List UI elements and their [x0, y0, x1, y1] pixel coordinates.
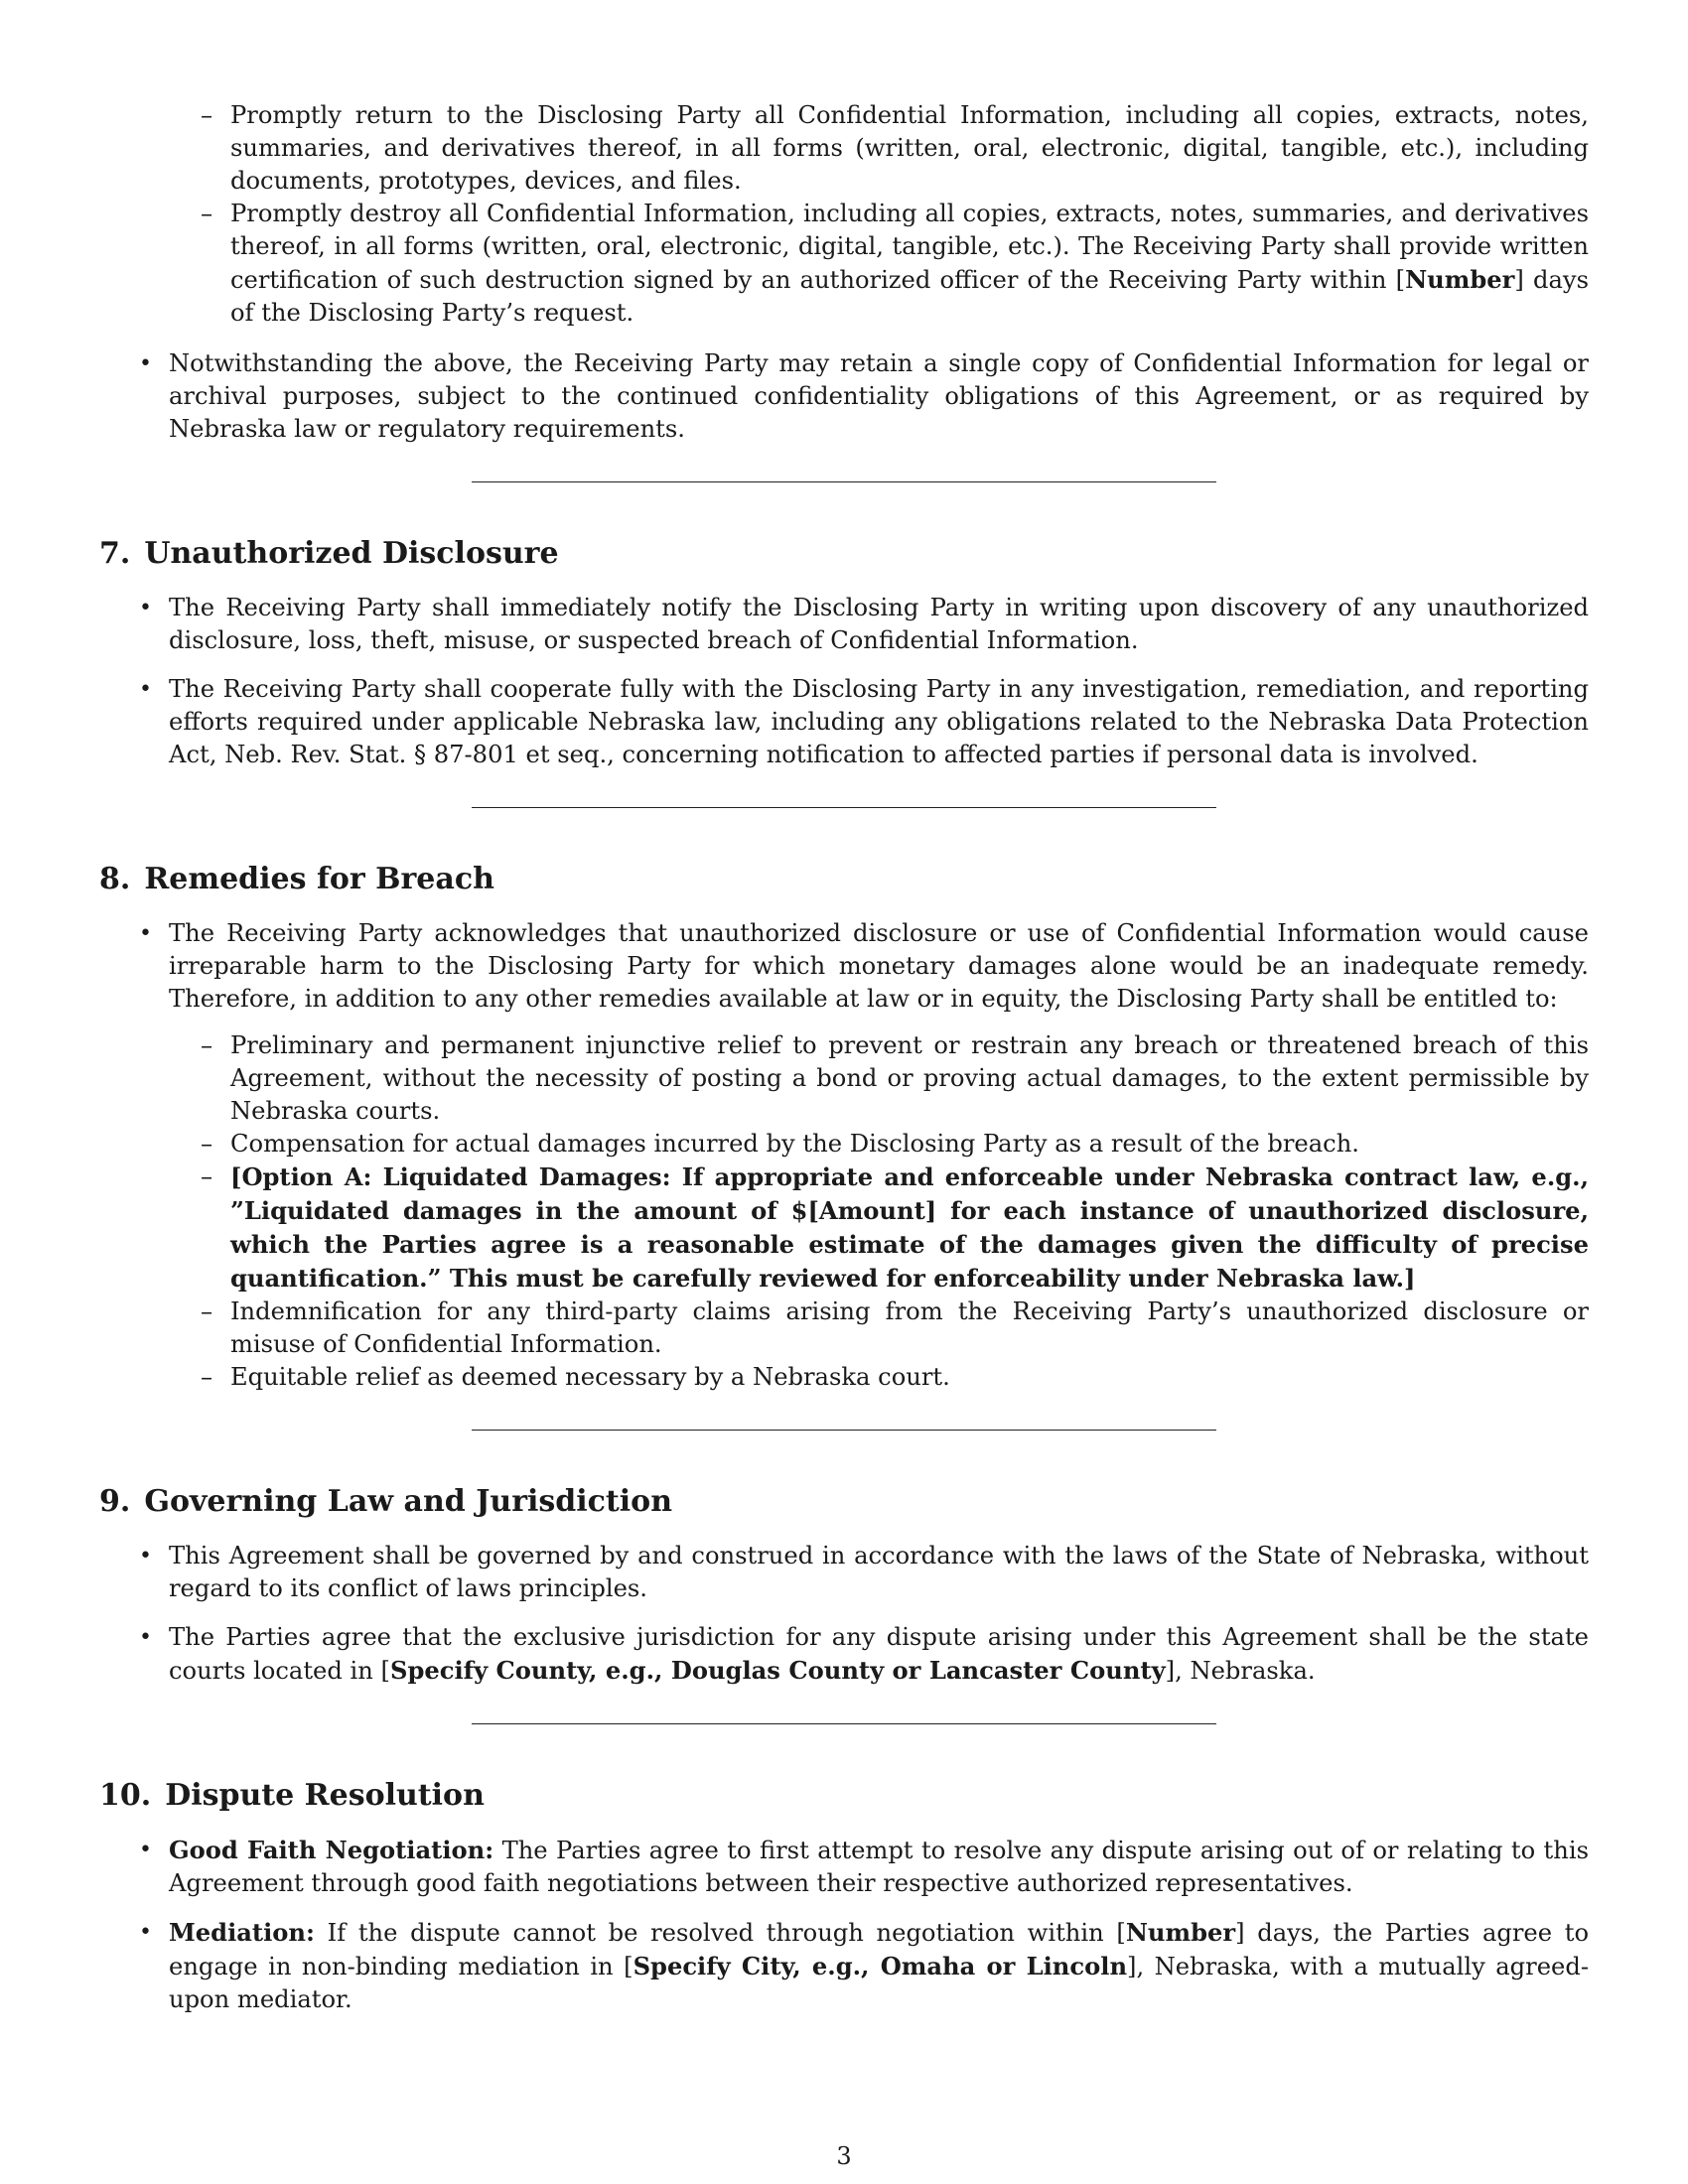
list-item-liquidated-damages: – [Option A: Liquidated Damages: If appropriate and enforceable under Nebraska contract law, e.g., ”Liquidated damages in the amount of $[Amount] for each instance of unauthorized disclosure, which the Parties agree is a reasonable estimate of the damages given the difficulty of precise quantification.” This must be carefully reviewed for enforceability under Nebraska law.] [230, 1160, 1589, 1296]
section-heading-8: 8. Remedies for Breach [99, 862, 494, 896]
list-item-destroy: – Promptly destroy all Confidential Information, including all copies, extracts, notes, summaries, and derivatives thereof, in all forms (written, oral, electronic, digital, tangible, etc.). The Receiving Party shall provide written certification of such destruction signed by an authorized officer of the Receiving Party within [Number] days of the Disclosing Party’s request. [230, 198, 1589, 330]
list-item: • This Agreement shall be governed by and construed in accordance with the laws of the State of Nebraska, without regard to its conflict of laws principles. [169, 1540, 1589, 1605]
placeholder-city: Specify City, e.g., Omaha or Lincoln [633, 1952, 1128, 1980]
section-heading-9: 9. Governing Law and Jurisdiction [99, 1484, 673, 1519]
page-number: 3 [836, 2142, 852, 2170]
section-10-list [99, 1834, 1589, 2016]
list-item: • The Parties agree that the exclusive jurisdiction for any dispute arising under this Agreement shall be the state courts located in [Specify County, e.g., Douglas County or Lancaster County], Nebraska. [169, 1621, 1589, 1688]
list-item: • Good Faith Negotiation: The Parties agree to first attempt to resolve any dispute arising out of or relating to this Agreement through good faith negotiations between their respective authorized representatives. [169, 1834, 1589, 1900]
section-divider [472, 1430, 1216, 1431]
section-divider [472, 807, 1216, 808]
list-item: • The Receiving Party acknowledges that unauthorized disclosure or use of Confidential Information would cause irreparable harm to the Disclosing Party for which monetary damages alone would be an inadequate remedy. Therefore, in addition to any other remedies available at law or in equity, the Disclosing Party shall be entitled to: – Preliminary and permanent injunctive relief to prevent or restrain any breach or threatened breach of this Agreement, without the necessity of posting a bond or proving actual damages, to the extent permissible by Nebraska courts. – Compensation for actual damages incurred by the Disclosing Party as a result of the breach. – [Option A: Liquidated Damages: If appropriate and enforceable under Nebraska contract law, e.g., ”Liquidated damages in the amount of $[Amount] for each instance of unauthorized disclosure, which the Parties agree is a reasonable estimate of the damages given the difficulty of precise quantification.” This must be carefully reviewed for enforceability under Nebraska law.] – Indemnification for any third-party claims arising from the Receiving Party’s unauthorized disclosure or misuse of Confidential Information. – Equitable relief as deemed necessary by a Nebraska court. [169, 917, 1589, 1394]
section-8-list [99, 917, 1589, 1394]
placeholder-county: Specify County, e.g., Douglas County or Lancaster County [389, 1656, 1166, 1685]
placeholder-number: Number [1405, 265, 1515, 294]
return-destroy-list [99, 99, 1589, 330]
section-7-list [99, 592, 1589, 771]
section-heading-7: 7. Unauthorized Disclosure [99, 536, 559, 571]
section-heading-10: 10. Dispute Resolution [99, 1778, 485, 1813]
section-divider [472, 1723, 1216, 1724]
list-item: • The Receiving Party shall cooperate fully with the Disclosing Party in any investigation, remediation, and reporting efforts required under applicable Nebraska law, including any obligations related to the Nebraska Data Protection Act, Neb. Rev. Stat. § 87-801 et seq., concerning notification to affected parties if personal data is involved. [169, 673, 1589, 771]
list-item-compensation: – Compensation for actual damages incurred by the Disclosing Party as a result of the breach. [230, 1128, 1589, 1160]
document-page [99, 99, 1589, 2032]
list-item: • The Receiving Party shall immediately notify the Disclosing Party in writing upon discovery of any unauthorized disclosure, loss, theft, misuse, or suspected breach of Confidential Information. [169, 592, 1589, 657]
remedies-list [169, 1029, 1589, 1394]
list-item: • Mediation: If the dispute cannot be resolved through negotiation within [Number] days, the Parties agree to engage in non-binding mediation in [Specify City, e.g., Omaha or Lincoln], Nebraska, with a mutually agreed-upon mediator. [169, 1916, 1589, 2016]
retention-list [99, 347, 1589, 446]
section-divider [472, 481, 1216, 482]
list-item-equitable-relief: – Equitable relief as deemed necessary by a Nebraska court. [230, 1361, 1589, 1394]
placeholder-number: Number [1125, 1918, 1236, 1947]
list-item-return: – Promptly return to the Disclosing Party all Confidential Information, including all copies, extracts, notes, summaries, and derivatives thereof, in all forms (written, oral, electronic, digital, tangible, etc.), including documents, prototypes, devices, and files. [230, 99, 1589, 198]
list-item-injunctive: – Preliminary and permanent injunctive relief to prevent or restrain any breach or threatened breach of this Agreement, without the necessity of posting a bond or proving actual damages, to the extent permissible by Nebraska courts. [230, 1029, 1589, 1128]
list-item-indemnification: – Indemnification for any third-party claims arising from the Receiving Party’s unauthorized disclosure or misuse of Confidential Information. [230, 1296, 1589, 1361]
list-item-retention: • Notwithstanding the above, the Receiving Party may retain a single copy of Confidential Information for legal or archival purposes, subject to the continued confidentiality obligations of this Agreement, or as required by Nebraska law or regulatory requirements. [169, 347, 1589, 446]
section-9-list [99, 1540, 1589, 1688]
